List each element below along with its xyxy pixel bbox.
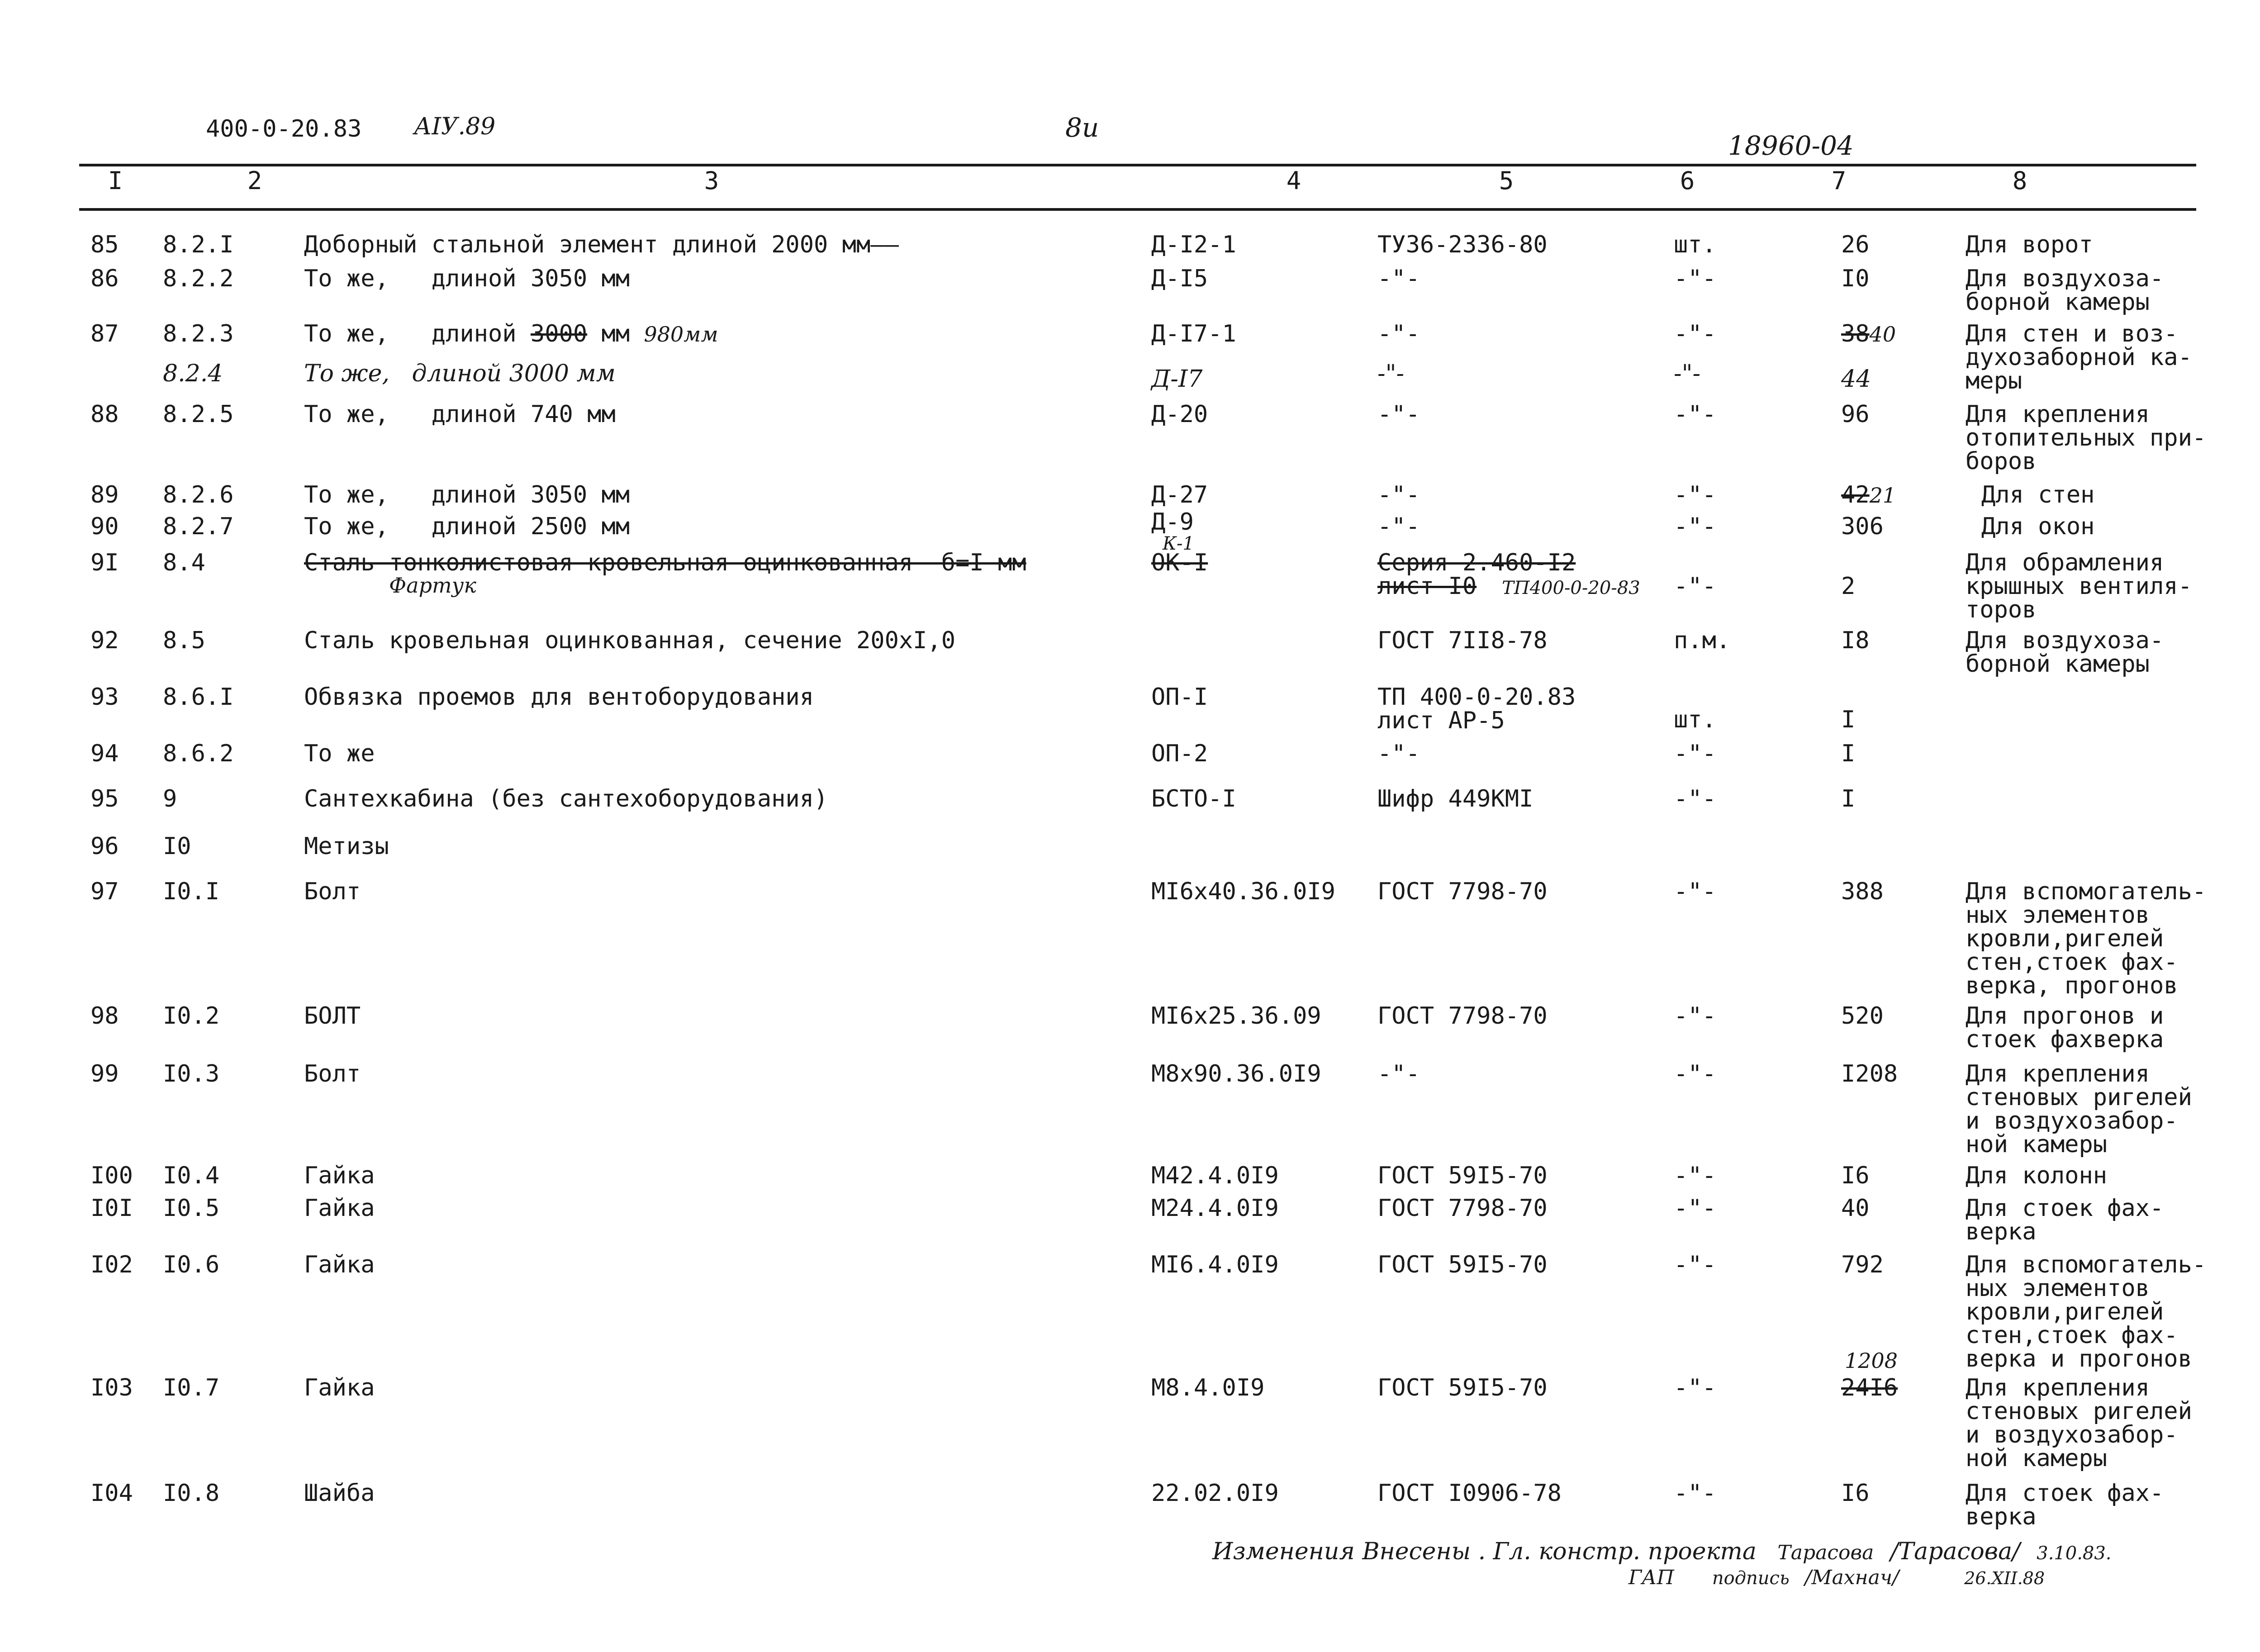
sheet-number: 8и: [1065, 112, 1099, 143]
item-note: Для обрамления крышных вентиля- торов: [1966, 549, 2192, 623]
album-code: АIУ.89: [414, 113, 496, 140]
struck-quantity: 42: [1841, 481, 1870, 508]
column-number: 3: [704, 166, 719, 195]
revision-note: [1212, 1538, 2112, 1565]
item-note: Для вспомогатель- ных элементов кровли,ригелей стен,стоек фах- верка и прогонов: [1966, 1251, 2207, 1372]
item-mark: М8.4.0I9: [1151, 1374, 1265, 1401]
item-unit: -"-: [1674, 401, 1716, 428]
item-quantity: I: [1841, 706, 1856, 733]
position-number: I0.7: [163, 1374, 220, 1401]
item-document: -"-: [1377, 740, 1420, 767]
item-name: Болт: [304, 878, 361, 905]
item-unit: -"-: [1674, 513, 1716, 540]
position-number: 8.6.2: [163, 740, 234, 767]
column-number: 5: [1499, 166, 1514, 195]
column-number: 7: [1831, 166, 1847, 195]
item-note: Для колонн: [1966, 1162, 2108, 1189]
item-name: [304, 322, 718, 346]
item-unit: -"-: [1674, 1374, 1716, 1401]
item-document: ГОСТ 7798-70: [1377, 1195, 1548, 1222]
item-unit: -"-: [1674, 1480, 1716, 1507]
item-note: Для стен и воз- духозаборной ка- меры: [1966, 320, 2192, 394]
column-number: 8: [2012, 166, 2027, 195]
item-name: То же, длиной 3050 мм: [304, 481, 630, 508]
position-number: I0.I: [163, 878, 220, 905]
item-unit: -"-: [1674, 481, 1716, 508]
item-quantity: I0: [1841, 265, 1870, 292]
item-document-sheet: лист I0: [1377, 573, 1477, 600]
row-number: 92: [90, 627, 119, 654]
item-document: ТУ36-2336-80: [1377, 231, 1548, 258]
item-document: ГОСТ 59I5-70: [1377, 1374, 1548, 1401]
item-unit: -"-: [1674, 1162, 1716, 1189]
row-number: 87: [90, 320, 119, 347]
item-note: Для воздухоза- борной камеры: [1966, 627, 2164, 678]
item-document: ГОСТ I0906-78: [1377, 1480, 1562, 1507]
item-document: -"-: [1377, 1060, 1420, 1087]
item-document: ГОСТ 7II8-78: [1377, 627, 1548, 654]
signature-2: подпись: [1712, 1568, 1790, 1589]
row-number: 86: [90, 265, 119, 292]
item-quantity: I8: [1841, 627, 1870, 654]
item-unit: шт.: [1674, 706, 1716, 733]
item-name-unit: мм: [587, 320, 644, 347]
item-mark: Д-20: [1151, 401, 1208, 428]
handwritten-correction: К-1: [1163, 533, 1194, 554]
archive-number: 18960-04: [1728, 130, 1854, 161]
item-quantity: 2: [1841, 573, 1856, 600]
row-number: I00: [90, 1162, 133, 1189]
handwritten-correction: 40: [1869, 322, 1896, 347]
item-mark: ОП-I: [1151, 684, 1208, 711]
position-number: I0.4: [163, 1162, 220, 1189]
item-quantity: I6: [1841, 1162, 1870, 1189]
item-name: БОЛТ: [304, 1002, 361, 1030]
item-note: Для стоек фах- верка: [1966, 1195, 2164, 1245]
item-mark: ОП-2: [1151, 740, 1208, 767]
item-note: Для вспомогатель- ных элементов кровли,ригелей стен,стоек фах- верка, прогонов: [1966, 878, 2207, 999]
item-name: То же, длиной 3050 мм: [304, 265, 630, 292]
approval-date: 26.XII.88: [1964, 1568, 2045, 1588]
position-number: 8.2.I: [163, 231, 234, 258]
item-name: Метизы: [304, 833, 389, 860]
revision-date-1: 3.10.83.: [2037, 1543, 2112, 1564]
item-quantity: I208: [1841, 1060, 1898, 1087]
item-mark: 22.02.0I9: [1151, 1480, 1279, 1507]
item-note: Для стен: [1981, 481, 2095, 508]
item-document: -"-: [1377, 401, 1420, 428]
position-number: I0: [163, 833, 191, 860]
row-number: 98: [90, 1002, 119, 1030]
item-name: Доборный стальной элемент длиной 2000 мм——: [304, 231, 899, 258]
position-number: I0.8: [163, 1480, 220, 1507]
row-number: I02: [90, 1251, 133, 1278]
item-unit: -"-: [1674, 1251, 1716, 1278]
item-name: Обвязка проемов для вентоборудования: [304, 684, 814, 711]
item-unit: -"-: [1674, 740, 1716, 767]
position-number: 9: [163, 785, 177, 812]
handwritten-correction: 1208: [1845, 1348, 1898, 1373]
handwritten-correction: 21: [1869, 483, 1896, 508]
item-mark: ОК-I: [1151, 549, 1208, 576]
item-quantity: [1841, 322, 1896, 346]
row-number: 97: [90, 878, 119, 905]
approval-note: [1629, 1566, 2045, 1589]
row-number: I03: [90, 1374, 133, 1401]
position-number: 8.2.7: [163, 513, 234, 540]
item-mark: Д-9: [1151, 508, 1194, 536]
row-number: 93: [90, 684, 119, 711]
item-note: Для стоек фах- верка: [1966, 1480, 2164, 1530]
item-unit: -"-: [1674, 1002, 1716, 1030]
column-number: 6: [1680, 166, 1695, 195]
position-number: I0.5: [163, 1195, 220, 1222]
handwritten-correction: Фартук: [389, 573, 476, 598]
item-mark: Д-27: [1151, 481, 1208, 508]
item-quantity: [1841, 483, 1896, 507]
item-note: Для крепления стеновых ригелей и воздухозабор- ной камеры: [1966, 1060, 2192, 1158]
item-quantity: 44: [1841, 366, 1871, 393]
item-unit: -"-: [1674, 1195, 1716, 1222]
column-number: 2: [247, 166, 262, 195]
item-mark: Д-I7: [1151, 366, 1203, 393]
row-number: 85: [90, 231, 119, 258]
position-number: 8.4: [163, 549, 205, 576]
item-mark: МI6х25.36.09: [1151, 1002, 1321, 1030]
item-note: Для ворот: [1966, 231, 2093, 258]
row-number: I04: [90, 1480, 133, 1507]
item-name-text: То же, длиной: [304, 320, 531, 347]
item-note: Для крепления стеновых ригелей и воздухозабор- ной камеры: [1966, 1374, 2192, 1472]
position-number: I0.3: [163, 1060, 220, 1087]
item-document: ГОСТ 59I5-70: [1377, 1162, 1548, 1189]
item-quantity: I: [1841, 740, 1856, 767]
item-document: ГОСТ 7798-70: [1377, 1002, 1548, 1030]
item-quantity: 26: [1841, 231, 1870, 258]
item-note: Для окон: [1981, 513, 2095, 540]
item-mark: Д-I7-1: [1151, 320, 1236, 347]
item-quantity: 96: [1841, 401, 1870, 428]
struck-quantity: 24I6: [1841, 1374, 1898, 1401]
item-name: То же, длиной 740 мм: [304, 401, 616, 428]
position-number: 8.6.I: [163, 684, 234, 711]
handwritten-correction: 980мм: [644, 322, 718, 347]
item-unit: -"-: [1674, 573, 1716, 600]
item-mark: БСТО-I: [1151, 785, 1236, 812]
item-unit: -"-: [1674, 320, 1716, 347]
item-document: ГОСТ 7798-70: [1377, 878, 1548, 905]
item-note: Для крепления отопительных при- боров: [1966, 401, 2207, 475]
revision-name-1: /Тарасова/: [1890, 1538, 2020, 1565]
item-quantity: 306: [1841, 513, 1884, 540]
item-quantity: 520: [1841, 1002, 1884, 1030]
position-number: 8.2.4: [163, 360, 223, 387]
item-mark: Д-I2-1: [1151, 231, 1236, 258]
item-unit: шт.: [1674, 231, 1716, 258]
revision-note-text: Изменения Внесены . Гл. констр. проекта: [1212, 1538, 1757, 1565]
item-unit: -"-: [1674, 785, 1716, 812]
item-name: Сталь тонколистовая кровельная оцинкованная б=I мм: [304, 549, 1026, 576]
item-quantity: I: [1841, 785, 1856, 812]
signature-1: Тарасова: [1777, 1541, 1874, 1564]
item-mark: М42.4.0I9: [1151, 1162, 1279, 1189]
item-mark: М8х90.36.0I9: [1151, 1060, 1321, 1087]
struck-value: 3000: [530, 320, 588, 347]
item-document: -"-: [1377, 481, 1420, 508]
item-document: ГОСТ 59I5-70: [1377, 1251, 1548, 1278]
row-number: 95: [90, 785, 119, 812]
item-name: Сталь кровельная оцинкованная, сечение 200хI,0: [304, 627, 956, 654]
approval-role: ГАП: [1629, 1566, 1674, 1589]
position-number: 8.2.3: [163, 320, 234, 347]
item-note: Для прогонов и стоек фахверка: [1966, 1002, 2164, 1053]
position-number: I0.6: [163, 1251, 220, 1278]
row-number: 89: [90, 481, 119, 508]
item-name: То же: [304, 740, 375, 767]
row-number: 94: [90, 740, 119, 767]
item-mark: Д-I5: [1151, 265, 1208, 292]
item-note: Для воздухоза- борной камеры: [1966, 265, 2164, 316]
position-number: I0.2: [163, 1002, 220, 1030]
item-mark: М24.4.0I9: [1151, 1195, 1279, 1222]
struck-quantity: 38: [1841, 320, 1870, 347]
item-mark: МI6х40.36.0I9: [1151, 878, 1335, 905]
row-number: 99: [90, 1060, 119, 1087]
position-number: 8.2.2: [163, 265, 234, 292]
item-document: -"-: [1377, 513, 1420, 540]
item-quantity: 388: [1841, 878, 1884, 905]
row-number: 9I: [90, 549, 119, 576]
item-quantity: 40: [1841, 1195, 1870, 1222]
item-name: Гайка: [304, 1251, 375, 1278]
item-name: То же, длиной 2500 мм: [304, 513, 630, 540]
row-number: 90: [90, 513, 119, 540]
handwritten-correction: ТП400-0-20-83: [1502, 578, 1640, 598]
position-number: 8.2.5: [163, 401, 234, 428]
item-document: ТП 400-0-20.83 лист АР-5: [1377, 684, 1576, 734]
item-unit: -"-: [1674, 360, 1701, 387]
item-quantity: 792: [1841, 1251, 1884, 1278]
position-number: 8.5: [163, 627, 205, 654]
item-document: -"-: [1377, 320, 1420, 347]
position-number: 8.2.6: [163, 481, 234, 508]
column-number: I: [108, 166, 123, 195]
document-code: 400-0-20.83: [206, 115, 362, 142]
item-unit: -"-: [1674, 1060, 1716, 1087]
item-name: Шайба: [304, 1480, 375, 1507]
item-unit: -"-: [1674, 265, 1716, 292]
item-mark: МI6.4.0I9: [1151, 1251, 1279, 1278]
item-unit: п.м.: [1674, 627, 1731, 654]
item-name: Сантехкабина (без сантехоборудования): [304, 785, 828, 812]
row-number: 88: [90, 401, 119, 428]
item-name: То же, длиной 3000 мм: [304, 360, 616, 387]
item-name: Гайка: [304, 1162, 375, 1189]
item-document: -"-: [1377, 265, 1420, 292]
row-number: I0I: [90, 1195, 133, 1222]
item-document: -"-: [1377, 360, 1405, 387]
item-name: Гайка: [304, 1195, 375, 1222]
item-document: Серия 2.460-I2: [1377, 549, 1576, 576]
item-name: Гайка: [304, 1374, 375, 1401]
item-unit: -"-: [1674, 878, 1716, 905]
column-number: 4: [1286, 166, 1301, 195]
approval-name: /Махнач/: [1804, 1566, 1899, 1589]
item-quantity: I6: [1841, 1480, 1870, 1507]
item-document: Шифр 449КМI: [1377, 785, 1534, 812]
row-number: 96: [90, 833, 119, 860]
item-name: Болт: [304, 1060, 361, 1087]
